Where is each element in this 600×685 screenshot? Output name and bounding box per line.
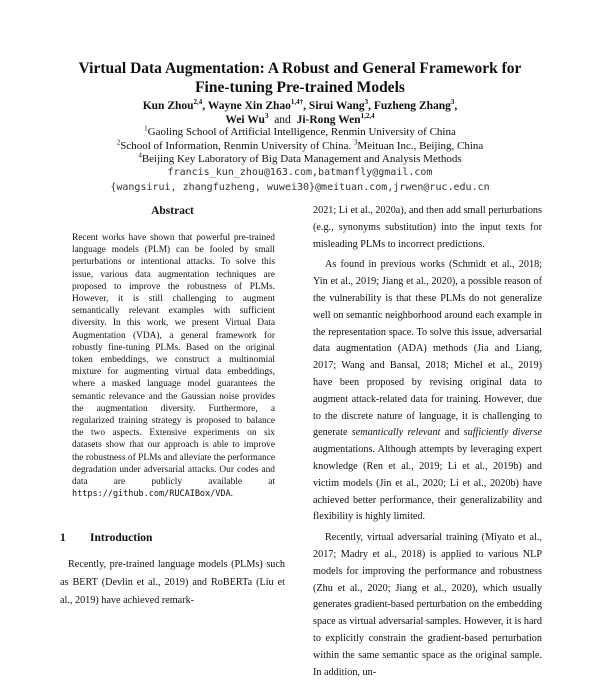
author-affil-mark: 1,4† [290, 98, 304, 107]
section-heading-introduction [60, 532, 285, 544]
title-line-1: Virtual Data Augmentation: A Robust and General Framework for [78, 60, 522, 77]
body-paragraph: Recently, virtual adversarial training (Miyato et al., 2017; Madry et al., 2018) is applied to various NLP models for improving the performance and robustness (Zhu et al., 2020; Jiang et al., 2020), which usually generates gradient-based perturbation on the embedding space as virtual adversarial samples. However, it is hard to explicitly constrain the gradient-based perturbation within the same semantic space as the original sample. In addition, un- [313, 532, 542, 678]
abstract-text: Recent works have shown that powerful pre-trained language models (PLM) can be fooled by small perturbations or intentional attacks. To solve this issue, various data augmentation techniques are proposed to improve the robustness of PLMs. However, it is still challenging to augment semantically relevant examples with sufficient diversity. In this work, we present Virtual Data Augmentation (VDA), a general framework for robustly fine-tuning PLMs. Based on the original token embeddings, we construct a multinomial mixture for augmenting virtual data embeddings, where a masked language model guarantees the semantic relevance and the Gaussian noise provides the augmentation diversity. Furthermore, a regularized training strategy is proposed to balance the two aspects. Extensive experiments on six datasets show that our approach is able to improve the robustness of PLMs and alleviate the performance degradation under adversarial attacks. Our codes and data are publicly available at [72, 233, 275, 488]
author-name: Wei Wu [225, 114, 265, 126]
author-affil-mark: 1,2,4 [360, 112, 375, 121]
section-title: Introduction [90, 532, 153, 544]
author-affil-mark: 2,4 [193, 98, 203, 107]
emphasis-text: semantically relevant [351, 427, 441, 439]
right-column [313, 203, 542, 685]
author-emails [0, 166, 600, 195]
affil-mark: 4 [138, 151, 142, 160]
body-paragraph: 2021; Li et al., 2020a), and then add small perturbations (e.g., synonyms substitution) into the input texts for misleading PLMs to incorrect predictions. [313, 205, 542, 250]
affiliation-line [0, 137, 600, 154]
title-line-2: Fine-tuning Pre-trained Models [195, 79, 405, 96]
body-text: augmentations. Although attempts by leveraging expert knowledge (Ren et al., 2019; Li et al., 2019b) and victim models (Jin et al., 2020; Li et al., 2020b) have achieved better performance, their generalizability and flexibility is highly limited. [313, 444, 542, 523]
author-list [0, 99, 600, 127]
affil-text: Meituan Inc., Beijing, China [357, 139, 484, 152]
affiliation-line [0, 153, 600, 167]
affiliation-line [0, 126, 600, 140]
abstract-code-link[interactable]: https://github.com/RUCAIBox/VDA [72, 489, 231, 500]
affil-text: School of Information, Renmin University of China. [120, 139, 354, 152]
author-name: Wayne Xin Zhao [207, 100, 291, 112]
author-affil-mark: 3 [450, 98, 455, 107]
body-paragraph [313, 257, 542, 526]
affil-mark: 2 [116, 137, 121, 146]
email-line-1: francis_kun_zhou@163.com,batmanfly@gmail.com [167, 167, 433, 178]
abstract-body: Recent works have shown that powerful pre-trained language models (PLM) can be fooled by small perturbations or intentional attacks. To solve this issue, various data augmentation techniques are proposed to improve the robustness of PLMs. However, it is still challenging to augment semantically relevant examples with sufficient diversity. In this work, we present Virtual Data Augmentation (VDA), a general framework for robustly fine-tuning PLMs. Based on the original token embeddings, we construct a multinomial mixture for augmenting virtual data embeddings, where a masked language model guarantees the semantic relevance and the Gaussian noise provides the augmentation diversity. Furthermore, a regularized training strategy is proposed to balance the two aspects. Extensive experiments on six datasets show that our approach is able to improve the robustness of PLMs and alleviate the performance degradation under adversarial attacks. Our codes and data are publicly available at https://github.com/RUCAIBox/VDA. [72, 233, 275, 500]
affil-text: Beijing Key Laboratory of Big Data Management and Analysis Methods [141, 153, 462, 165]
affil-mark: 3 [353, 137, 358, 146]
author-name: Fuzheng Zhang [373, 100, 451, 112]
author-affil-mark: 3 [264, 112, 269, 121]
affil-text: Gaoling School of Artificial Intelligence, Renmin University of China [147, 126, 456, 138]
body-text: and [440, 427, 464, 439]
emphasis-text: sufficiently diverse [463, 427, 542, 439]
author-affil-mark: 3 [364, 98, 369, 107]
authors-line-1: Kun Zhou$^{2,4}$, Wayne Xin Zhao$^{1,4\dagger}$, Sirui Wang$^3$, Fuzheng Zhang$^3$, [142, 98, 458, 112]
paper-title [0, 59, 600, 97]
affil-mark: 1 [144, 124, 148, 133]
email-line-2: {wangsirui, zhangfuzheng, wuwei30}@meituan.com,jrwen@ruc.edu.cn [110, 181, 490, 193]
section-number: 1 [60, 532, 66, 544]
author-name: Sirui Wang [308, 100, 365, 112]
intro-paragraph: Recently, pre-trained language models (PLMs) such as BERT (Devlin et al., 2019) and RoBERTa (Liu et al., 2019) have achieved remark- [60, 559, 285, 606]
author-name: Ji-Rong Wen [296, 114, 361, 126]
affiliations [0, 126, 600, 167]
body-text: As found in previous works (Schmidt et al., 2018; Yin et al., 2019; Jiang et al., 2020), a possible reason of the vulnerability is that these PLMs do not generalize well on semantic neighborhood around each example in the representation space. To solve this issue, adversarial data augmentation (ADA) methods (Jia and Liang, 2017; Wang and Bansal, 2018; Michel et al., 2019) have been proposed by revising original data to augment attack-related data for training. However, due to the discrete nature of language, it is challenging to generate [313, 259, 542, 439]
authors-line-2: Wei Wu$^3$ and Ji-Rong Wen$^{1,2,4}$ [225, 112, 375, 126]
author-name: Kun Zhou [142, 100, 194, 112]
abstract-heading: Abstract [151, 205, 194, 217]
